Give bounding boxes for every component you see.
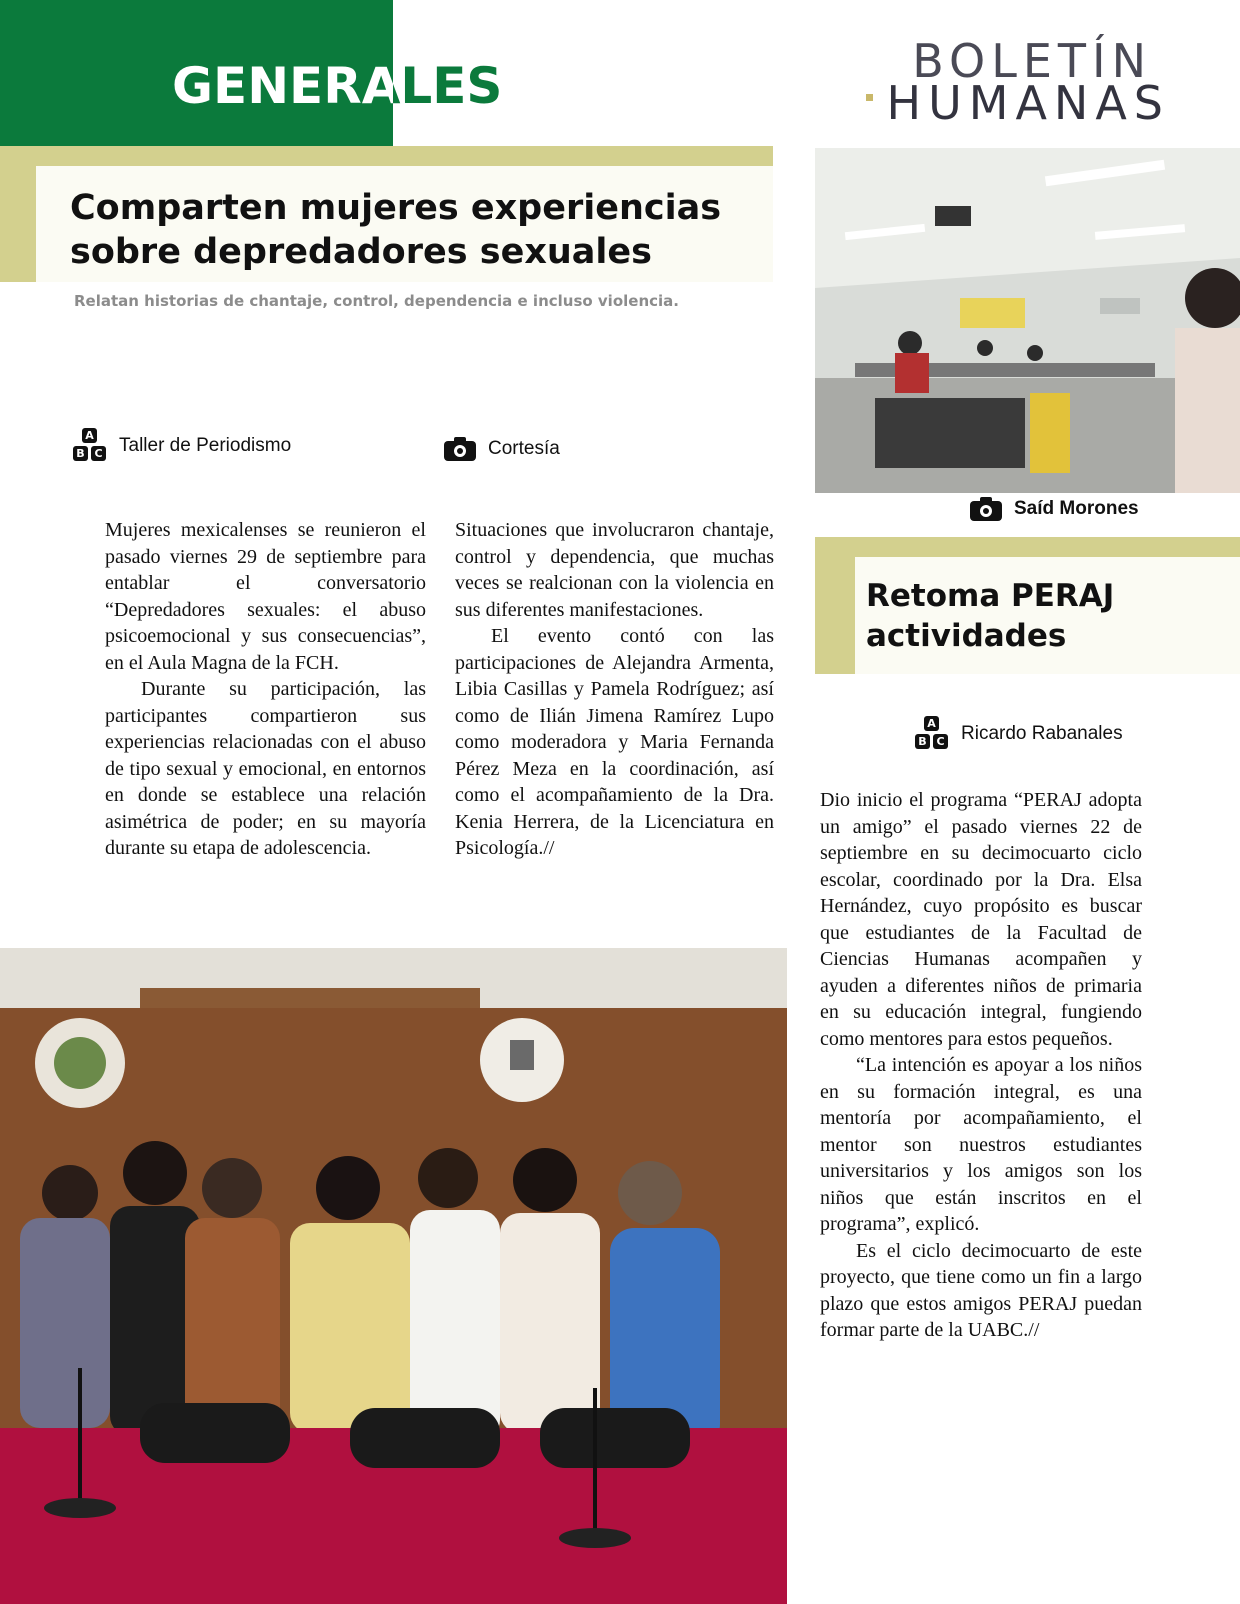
logo-line1: BOLETÍN xyxy=(912,34,1152,88)
main-article-column-1 xyxy=(105,517,426,862)
camera-icon xyxy=(970,497,1002,521)
paragraph: Situaciones que involucraron chantaje, control y dependencia, que muchas veces se realcionan con la violencia en sus diferentes manifestaciones. xyxy=(455,519,774,621)
abc-blocks-icon: A B C xyxy=(915,716,949,752)
paragraph: Es el ciclo decimocuarto de este proyecto, que tiene como un fin a largo plazo que estos amigos PERAJ puedan formar parte de la UABC.// xyxy=(820,1239,1142,1341)
side-headline-accent-bar xyxy=(815,537,1240,557)
side-article-body xyxy=(820,787,1142,1344)
main-photo-credit xyxy=(444,437,560,461)
main-article-title: Comparten mujeres experiencias sobre depredadores sexuales xyxy=(70,188,722,272)
side-author-credit xyxy=(915,716,1123,752)
main-article-column-2 xyxy=(455,517,774,862)
side-photo-credit-name: Saíd Morones xyxy=(1014,498,1139,519)
classroom-photo xyxy=(815,148,1240,493)
camera-icon xyxy=(444,437,476,461)
side-article-title: Retoma PERAJ actividades xyxy=(866,578,1115,654)
section-label: GENERALES xyxy=(172,57,503,115)
headline-accent-bar xyxy=(0,146,773,166)
main-article-subtitle: Relatan historias de chantaje, control, dependencia e incluso violencia. xyxy=(74,292,679,310)
paragraph: “La intención es apoyar a los niños en su formación integral, es una mentoría por acompañamiento, el mentor son nuestros estudiantes universitarios y los amigos son los niños que están inscritos en el programa”, explicó. xyxy=(820,1054,1142,1235)
side-headline-accent-left xyxy=(815,557,855,674)
logo-line2: HUMANAS xyxy=(886,76,1170,130)
boletin-humanas-logo xyxy=(860,34,1180,130)
logo-mark xyxy=(866,94,873,101)
headline-accent-left xyxy=(0,146,36,282)
main-author-name: Taller de Periodismo xyxy=(119,435,292,456)
main-author-credit xyxy=(73,428,291,464)
group-photo xyxy=(0,948,787,1604)
paragraph: El evento contó con las participaciones de Alejandra Armenta, Libia Casillas y Pamela Rodríguez; así como de Ilián Jimena Ramírez Lupo como moderadora y Maria Fernanda Pérez Meza en la coordinación, así como el acompañamiento de la Dra. Kenia Herrera, de la Licenciatura en Psicología.// xyxy=(455,625,774,859)
side-photo-credit xyxy=(970,497,1139,521)
paragraph: Dio inicio el programa “PERAJ adopta un amigo” el pasado viernes 22 de septiembre en su decimocuarto ciclo escolar, coordinado por la Dra. Elsa Hernández, cuyo propósito es buscar que estudiantes de la Facultad de Ciencias Humanas acompañen y ayuden a diferentes niños de primaria en su educación integral, fungiendo como mentores para estos pequeños. xyxy=(820,789,1142,1050)
main-photo-credit-name: Cortesía xyxy=(488,438,560,459)
paragraph: Durante su participación, las participantes compartieron sus experiencias relacionadas con el abuso de tipo sexual y emocional, en entornos en donde se establece una relación asimétrica de poder; en su mayoría durante su etapa de adolescencia. xyxy=(105,678,426,859)
side-author-name: Ricardo Rabanales xyxy=(961,723,1123,744)
abc-blocks-icon: A B C xyxy=(73,428,107,464)
paragraph: Mujeres mexicalenses se reunieron el pasado viernes 29 de septiembre para entablar el conversatorio “Depredadores sexuales: el abuso psicoemocional y sus consecuencias”, en el Aula Magna de la FCH. xyxy=(105,519,426,674)
